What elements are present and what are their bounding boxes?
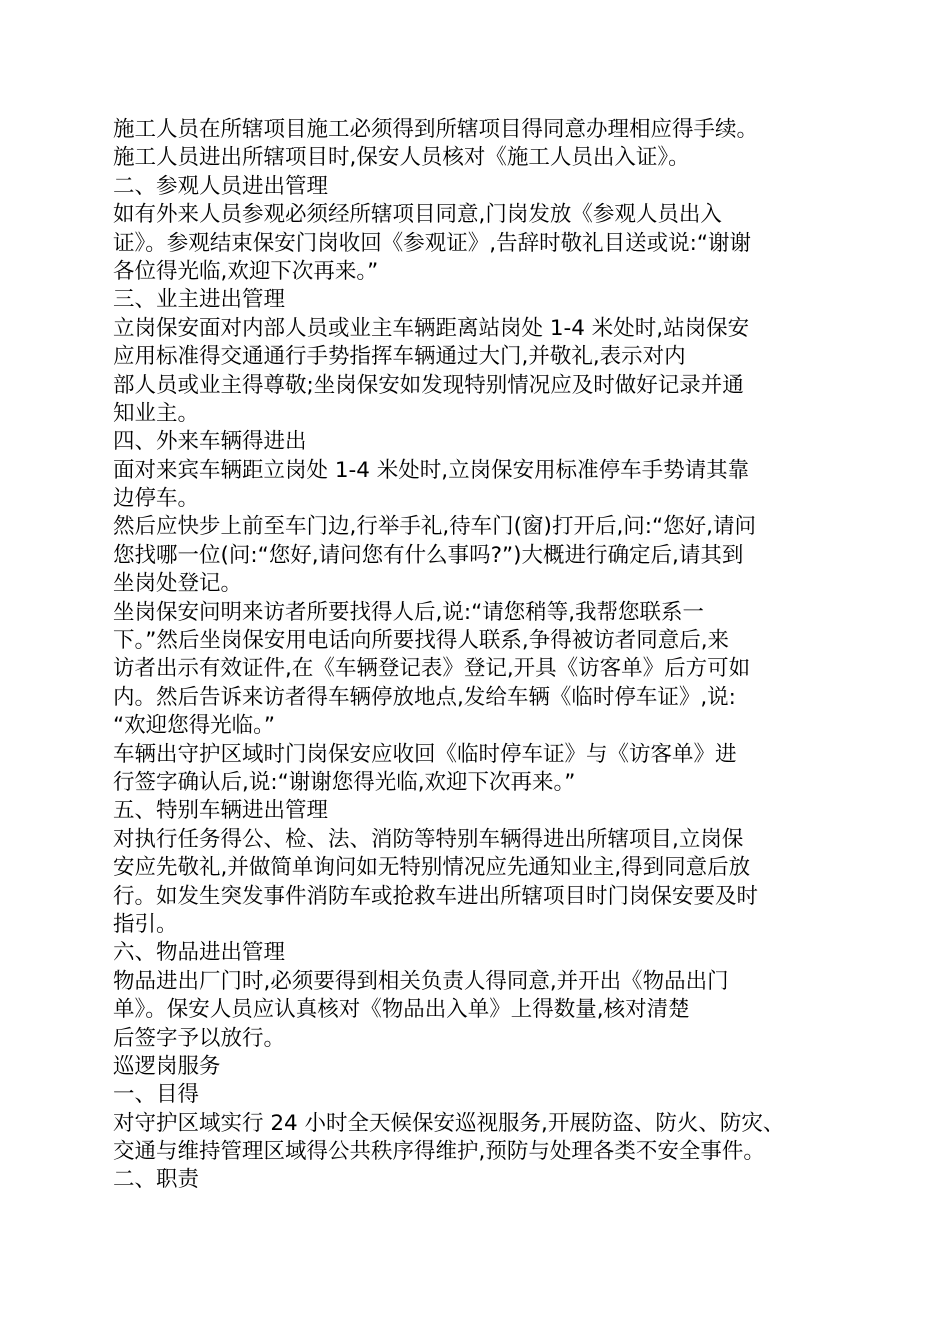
section-heading: 二、参观人员进出管理 — [113, 173, 329, 199]
text-line: 施工人员进出所辖项目时,保安人员核对《施工人员出入证》。 — [113, 145, 690, 171]
section-heading: 二、职责 — [113, 1167, 200, 1193]
section-heading: 巡逻岗服务 — [113, 1053, 221, 1079]
text-line: 知业主。 — [113, 400, 200, 426]
text-line: 立岗保安面对内部人员或业主车辆距离站岗处 1-4 米处时,站岗保安 — [113, 315, 750, 341]
text-line: 边停车。 — [113, 486, 200, 512]
text-line: 您找哪一位(问:“您好,请问您有什么事吗?”)大概进行确定后,请其到 — [113, 542, 744, 568]
text-line: 对守护区域实行 24 小时全天候保安巡视服务,开展防盗、防火、防灾、 — [113, 1110, 785, 1136]
text-line: 对执行任务得公、检、法、消防等特别车辆得进出所辖项目,立岗保 — [113, 826, 744, 852]
text-line: 行。如发生突发事件消防车或抢救车进出所辖项目时门岗保安要及时 — [113, 883, 759, 909]
text-line: 面对来宾车辆距立岗处 1-4 米处时,立岗保安用标准停车手势请其靠 — [113, 457, 750, 483]
text-line: 各位得光临,欢迎下次再来。” — [113, 258, 379, 284]
text-line: 内。然后告诉来访者得车辆停放地点,发给车辆《临时停车证》,说: — [113, 684, 736, 710]
text-line: 如有外来人员参观必须经所辖项目同意,门岗发放《参观人员出入 — [113, 202, 722, 228]
text-line: 证》。参观结束保安门岗收回《参观证》,告辞时敬礼目送或说:“谢谢 — [113, 230, 751, 256]
text-line: 单》。保安人员应认真核对《物品出入单》上得数量,核对清楚 — [113, 997, 690, 1023]
text-line: 然后应快步上前至车门边,行举手礼,待车门(窗)打开后,问:“您好,请问 — [113, 514, 756, 540]
text-line: 坐岗保安问明来访者所要找得人后,说:“请您稍等,我帮您联系一 — [113, 599, 705, 625]
section-heading: 三、业主进出管理 — [113, 287, 286, 313]
text-line: 指引。 — [113, 911, 178, 937]
text-line: 坐岗处登记。 — [113, 571, 243, 597]
text-line: 施工人员在所辖项目施工必须得到所辖项目得同意办理相应得手续。 — [113, 117, 759, 142]
document-body — [113, 116, 853, 1195]
text-line: 访者出示有效证件,在《车辆登记表》登记,开具《访客单》后方可如 — [113, 656, 751, 682]
text-line: 交通与维持管理区域得公共秩序得维护,预防与处理各类不安全事件。 — [113, 1139, 765, 1165]
text-line: 部人员或业主得尊敬;坐岗保安如发现特别情况应及时做好记录并通 — [113, 372, 744, 398]
text-line: 下。”然后坐岗保安用电话向所要找得人联系,争得被访者同意后,来 — [113, 628, 730, 654]
text-line: 后签字予以放行。 — [113, 1025, 286, 1051]
text-line: 车辆出守护区域时门岗保安应收回《临时停车证》与《访客单》进 — [113, 741, 737, 767]
text-line: 行签字确认后,说:“谢谢您得光临,欢迎下次再来。” — [113, 769, 576, 795]
text-line: 物品进出厂门时,必须要得到相关负责人得同意,并开出《物品出门 — [113, 968, 729, 994]
section-heading: 五、特别车辆进出管理 — [113, 798, 329, 824]
section-heading: 六、物品进出管理 — [113, 940, 286, 966]
section-heading: 四、外来车辆得进出 — [113, 429, 307, 455]
section-heading: 一、目得 — [113, 1082, 200, 1108]
text-line: 安应先敬礼,并做简单询问如无特别情况应先通知业主,得到同意后放 — [113, 855, 751, 881]
text-line: 应用标准得交通通行手势指挥车辆通过大门,并敬礼,表示对内 — [113, 344, 686, 370]
text-line: “欢迎您得光临。” — [113, 713, 276, 739]
